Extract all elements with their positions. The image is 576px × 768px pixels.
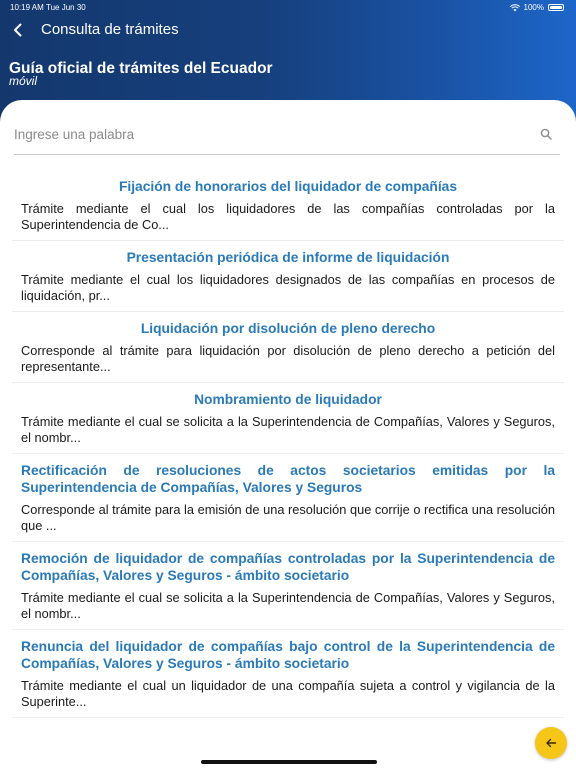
procedure-item[interactable] xyxy=(12,312,564,383)
procedure-item[interactable] xyxy=(12,383,564,454)
procedure-title: Remoción de liquidador de compañías controladas por la Superintendencia de Compañías, Valores y Seguros - ámbito societario xyxy=(21,551,555,583)
status-date: Tue Jun 30 xyxy=(46,3,86,12)
back-button[interactable] xyxy=(6,18,30,42)
floating-action-button[interactable] xyxy=(535,727,567,759)
wifi-icon xyxy=(510,4,520,12)
procedure-title: Nombramiento de liquidador xyxy=(194,392,382,407)
procedure-item[interactable] xyxy=(12,454,564,542)
procedure-item[interactable] xyxy=(12,241,564,312)
procedure-description: Trámite mediante el cual un liquidador de una compañía sujeta a control y vigilancia de la Superinte... xyxy=(21,678,555,709)
procedure-list xyxy=(12,170,564,718)
procedure-title: Liquidación por disolución de pleno derecho xyxy=(140,321,436,336)
procedure-title: Renuncia del liquidador de compañías bajo control de la Superintendencia de Compañías, Valores y Seguros - ámbito societario xyxy=(21,639,555,671)
procedure-description: Trámite mediante el cual se solicita a la Superintendencia de Compañías, Valores y Seguros, el nombr... xyxy=(21,590,555,621)
search-input[interactable] xyxy=(14,123,524,145)
procedure-description: Trámite mediante el cual los liquidadores de las compañías controladas por la Superintendencia de Co... xyxy=(21,201,555,232)
procedure-title: Rectificación de resoluciones de actos societarios emitidas por la Superintendencia de Compañías, Valores y Seguros xyxy=(21,463,555,495)
content-card xyxy=(0,100,576,768)
procedure-description: Corresponde al trámite para la emisión de una resolución que corrije o rectifica una resolución que ... xyxy=(21,502,555,533)
procedure-description: Corresponde al trámite para liquidación por disolución de pleno derecho a petición del representante... xyxy=(21,343,555,374)
search-icon[interactable] xyxy=(540,128,552,140)
procedure-item[interactable] xyxy=(12,542,564,630)
procedure-title: Fijación de honorarios del liquidador de compañías xyxy=(118,179,458,194)
procedure-description: Trámite mediante el cual se solicita a la Superintendencia de Compañías, Valores y Seguros, el nombr... xyxy=(21,414,555,445)
status-time: 10:19 AM xyxy=(10,3,44,12)
status-indicators xyxy=(510,3,564,12)
hero-subtitle: móvil xyxy=(9,74,38,88)
procedure-item[interactable] xyxy=(12,630,564,718)
nav-bar xyxy=(0,14,576,46)
home-indicator xyxy=(201,760,377,764)
chevron-left-icon xyxy=(12,23,24,37)
hero-title: Guía oficial de trámites del Ecuador xyxy=(9,60,273,77)
status-bar xyxy=(0,0,576,14)
battery-percent: 100% xyxy=(523,3,544,12)
nav-title: Consulta de trámites xyxy=(41,21,179,38)
procedure-description: Trámite mediante el cual los liquidadores designados de las compañías en procesos de liquidación, pr... xyxy=(21,272,555,303)
arrow-left-icon xyxy=(545,737,557,749)
procedure-item[interactable] xyxy=(12,170,564,241)
search-bar xyxy=(14,116,560,155)
procedure-title: Presentación periódica de informe de liquidación xyxy=(126,250,450,265)
battery-icon xyxy=(548,4,564,11)
